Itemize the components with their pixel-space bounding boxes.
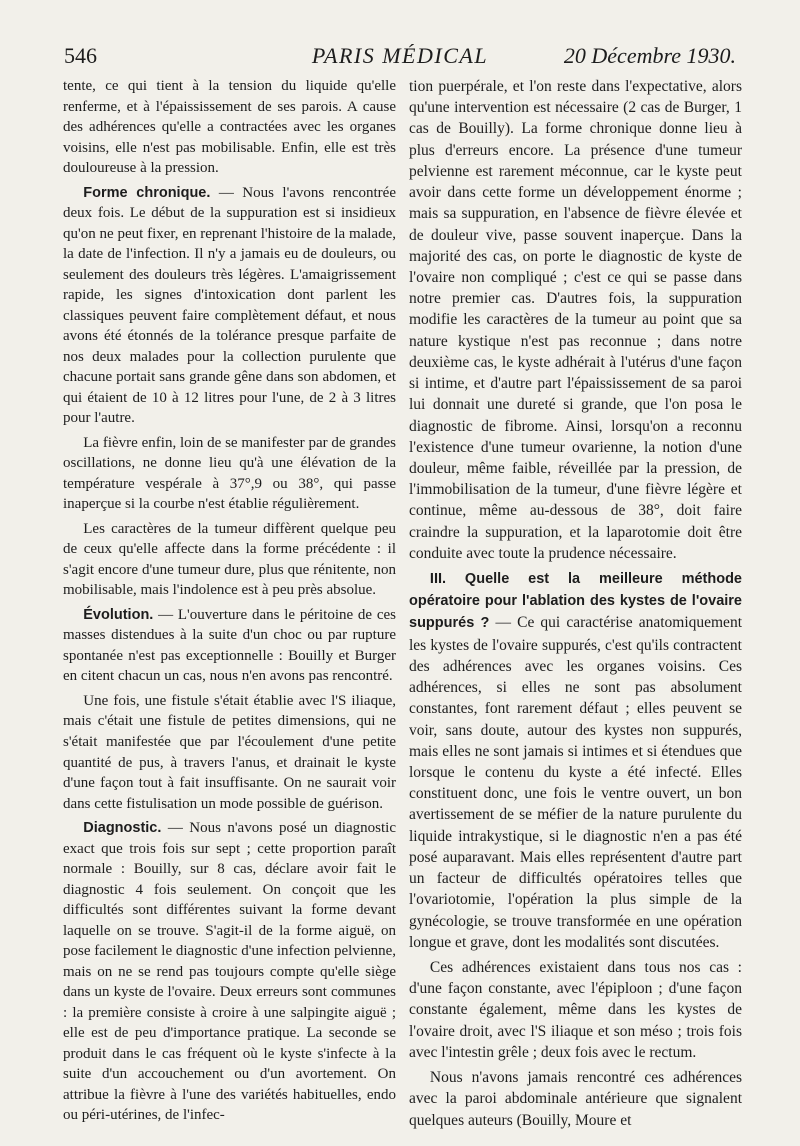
paragraph xyxy=(63,76,396,179)
journal-title: PARIS MÉDICAL xyxy=(311,43,489,68)
paragraph-text: tion puerpérale, et l'on reste dans l'expectative, alors qu'une intervention est nécessaire (2 cas de Burger, 1 cas de Bouilly). La forme chronique donne lieu à plus d'erreurs encore. La présence d'une tumeur pelvienne est rarement méconnue, car le kyste peut avoir dans cette forme un développement énorme ; mais sa suppuration, en l'absence de fièvre élevée et de douleur vive, passe souvent inaperçue. Dans la majorité des cas, on porte le diagnostic de kyste de l'ovaire non compliqué ; c'est ce qui se passe dans notre premier cas. D'autres fois, la suppuration modifie les caractères de la tumeur au point que sa nature kystique n'est pas reconnue ; dans notre deuxième cas, le kyste adhérait à l'utérus d'une façon si intime, et d'autre part l'épaississement de sa paroi lui donnait une dureté si grande, que l'on posa le diagnostic de fibrome. Ainsi, lorsqu'on a reconnu l'existence d'une tumeur ovarienne, la notion d'une douleur, même faible, réveillée par la pression, de l'immobilisation de la tumeur, d'une fièvre légère et continue, même au-dessous de 38°, doit faire craindre la suppuration, et la laparotomie doit être conduite avec toute la prudence nécessaire. xyxy=(409,78,742,562)
paragraph-text: — Nous n'avons posé un diagnostic exact que trois fois sur sept ; cette proportion paraît normale : Bouilly, sur 8 cas, déclare avoir fait le diagnostic 4 fois seulement. On conçoit que les difficultés sont différentes suivant la forme devant laquelle on se trouve. S'agit-il de la forme aiguë, on pose facilement le diagnostic d'une infection pelvienne, mais on ne se rend pas toujours compte qu'elle siège dans un kyste de l'ovaire. Deux erreurs sont communes : la première consiste à croire à une salpingite aiguë ; elle est de peu d'importance pratique. La seconde se produit dans le cas fréquent où le kyste s'infecte à la suite d'un accouchement ou d'un avortement. On attribue la fièvre à l'une des variétés habituelles, endo ou péri-utérines, de l'infec- xyxy=(63,820,397,1124)
paragraph xyxy=(409,957,742,1063)
paragraph xyxy=(409,76,742,564)
paragraph-text: Ces adhérences existaient dans tous nos cas : d'une façon constante, avec l'épiploon ; d'une façon constante également, même dans les kystes de l'ovaire droit, avec l'S iliaque et son méso ; trois fois avec l'intestin grêle ; deux fois avec le rectum. xyxy=(409,958,742,1061)
left-column xyxy=(63,76,396,1126)
paragraph-text: — Ce qui caractérise anatomiquement les kystes de l'ovaire suppurés, c'est qu'ils contractent des adhérences avec les organes voisins. Ces adhérences, si elles ne sont pas absolument constantes, font rarement défaut ; elles peuvent se voir, sans doute, autour des kystes non suppurés, mais elles ne sont jamais si intimes et si étendues que lorsque le contenu du kyste a été infecté. Elles constituent donc, une fois le ventre ouvert, un bon avertissement de se méfier de la nature purulente du liquide intrakystique, si le diagnostic n'en a pas été posé auparavant. Mais elles représentent d'autre part un facteur de difficultés opératoires telles que l'ovariotomie, l'opération la plus simple de la gynécologie, se trouve transformée en une opération longue et grave, dont les modalités sont discutées. xyxy=(409,614,742,951)
paragraph-text: La fièvre enfin, loin de se manifester par de grandes oscillations, ne donne lieu qu'à une élévation de la température vespérale à 37°,9 ou 38°, qui passe inaperçue si la courbe n'est établie régulièrement. xyxy=(63,434,396,513)
section-heading: Forme chronique. xyxy=(83,184,211,201)
paragraph-text: — L'ouverture dans le péritoine de ces masses distendues à la suite d'un choc ou par rupture spontanée n'est pas exceptionnelle : Bouilly et Burger en citent chacun un cas, nous n'en avons pas rencontré. xyxy=(63,606,396,685)
paragraph-text: — Nous l'avons rencontrée deux fois. Le début de la suppuration est si insidieux qu'on ne peut fixer, en reprenant l'histoire de la malade, la date de l'infection. Il n'y a jamais eu de douleurs, ou seulement des douleurs très légères. L'amaigrissement rapide, les signes d'intoxication dont parlent les classiques peuvent faire complètement défaut, et nous avons été étonnés de la tolérance presque parfaite de nos deux malades pour la collection purulente que chacune portait sans grande gêne dans son abdomen, et qui étaient de 10 à 12 litres pour l'une, de 2 à 3 litres pour l'autre. xyxy=(63,184,396,427)
paragraph-text: Nous n'avons jamais rencontré ces adhérences avec la paroi abdominale antérieure que signalent quelques auteurs (Bouilly, Moure et xyxy=(409,1069,742,1129)
right-column xyxy=(409,76,742,1131)
section-heading: III. Quelle est la meilleure méthode opératoire pour l'ablation des kystes de l'ovaire suppurés ? xyxy=(409,571,742,632)
page-number: 546 xyxy=(64,43,97,68)
paragraph xyxy=(63,183,396,429)
paragraph xyxy=(63,818,396,1126)
paragraph-text: Une fois, une fistule s'était établie avec l'S iliaque, mais c'était une fistule de petites dimensions, qui ne s'était manifestée que par l'écoulement d'une petite quantité de pus, à travers l'anus, et drainait le kyste d'une façon tout à fait insuffisante. On ne saurait voir dans cette fistulisation un mode possible de guérison. xyxy=(63,692,396,812)
issue-date: 20 Décembre 1930. xyxy=(563,43,736,68)
paragraph xyxy=(409,568,742,953)
paragraph-text: tente, ce qui tient à la tension du liquide qu'elle renferme, et à l'épaississement de ses parois. A cause des adhérences qu'elle a contractées avec les organes voisins, elle n'est pas mobilisable. Enfin, elle est très douloureuse à la pression. xyxy=(63,78,396,177)
section-heading: Évolution. xyxy=(83,606,154,623)
paragraph xyxy=(63,605,396,687)
paragraph xyxy=(63,691,396,814)
running-header xyxy=(64,40,736,80)
paragraph-text: Les caractères de la tumeur diffèrent quelque peu de ceux qu'elle affecte dans la forme précédente : il s'agit encore d'une tumeur dure, plus que rénitente, non mobilisable, mais l'indolence est à peu près absolue. xyxy=(63,520,396,599)
paragraph xyxy=(409,1067,742,1131)
section-heading: Diagnostic. xyxy=(83,820,162,837)
paragraph xyxy=(63,519,396,601)
paragraph xyxy=(63,433,396,515)
